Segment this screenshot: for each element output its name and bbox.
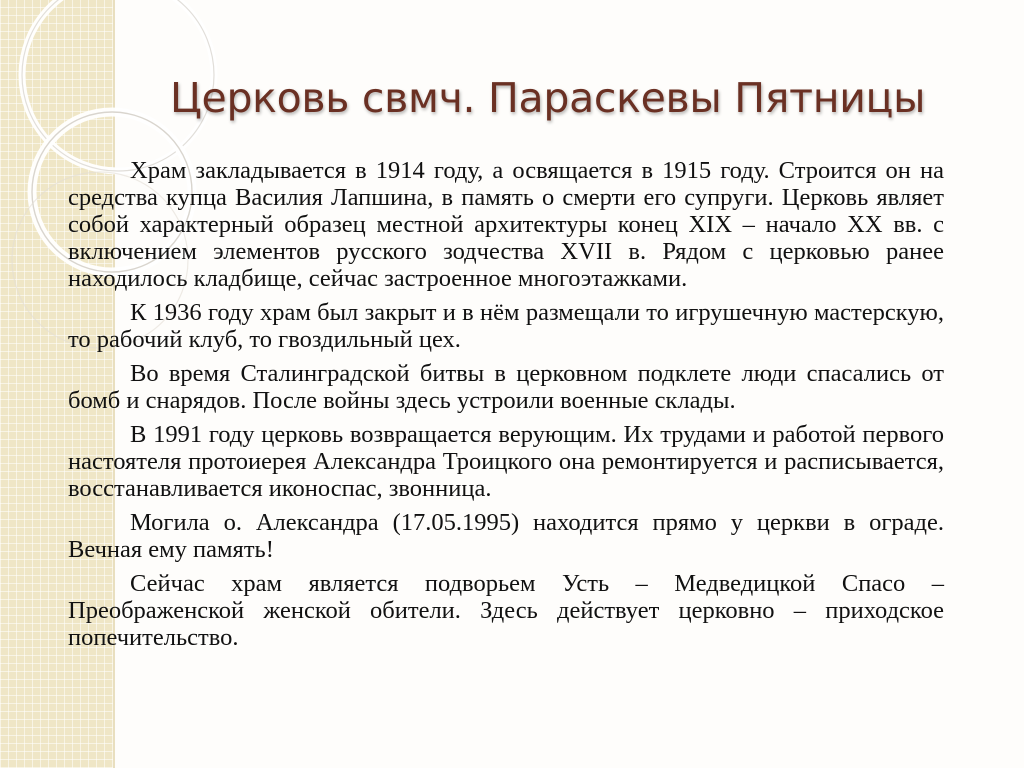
paragraph-war: Во время Сталинградской битвы в церковном подклете люди спасались от бомб и снарядов. После войны здесь устроили военные склады.	[68, 360, 944, 414]
paragraph-grave: Могила о. Александра (17.05.1995) находится прямо у церкви в ограде. Вечная ему память!	[68, 509, 944, 563]
paragraph-restoration: В 1991 году церковь возвращается верующим. Их трудами и работой первого настоятеля протоиерея Александра Троицкого она ремонтируется и расписывается, восстанавливается иконоспас, звонница.	[68, 421, 944, 502]
paragraph-history: Храм закладывается в 1914 году, а освящается в 1915 году. Строится он на средства купца Василия Лапшина, в память о смерти его супруги. Церковь являет собой характерный образец местной архитектуры конец XIX – начало XX вв. с включением элементов русского зодчества XVII в. Рядом с церковью ранее находилось кладбище, сейчас застроенное многоэтажками.	[68, 157, 944, 292]
slide-title: Церковь свмч. Параскевы Пятницы	[170, 74, 926, 122]
paragraph-current: Сейчас храм является подворьем Усть – Медведицкой Спасо – Преображенской женской обители. Здесь действует церковно – приходское попечительство.	[68, 570, 944, 651]
slide-body	[68, 157, 944, 658]
paragraph-closure: К 1936 году храм был закрыт и в нём размещали то игрушечную мастерскую, то рабочий клуб, то гвоздильный цех.	[68, 299, 944, 353]
